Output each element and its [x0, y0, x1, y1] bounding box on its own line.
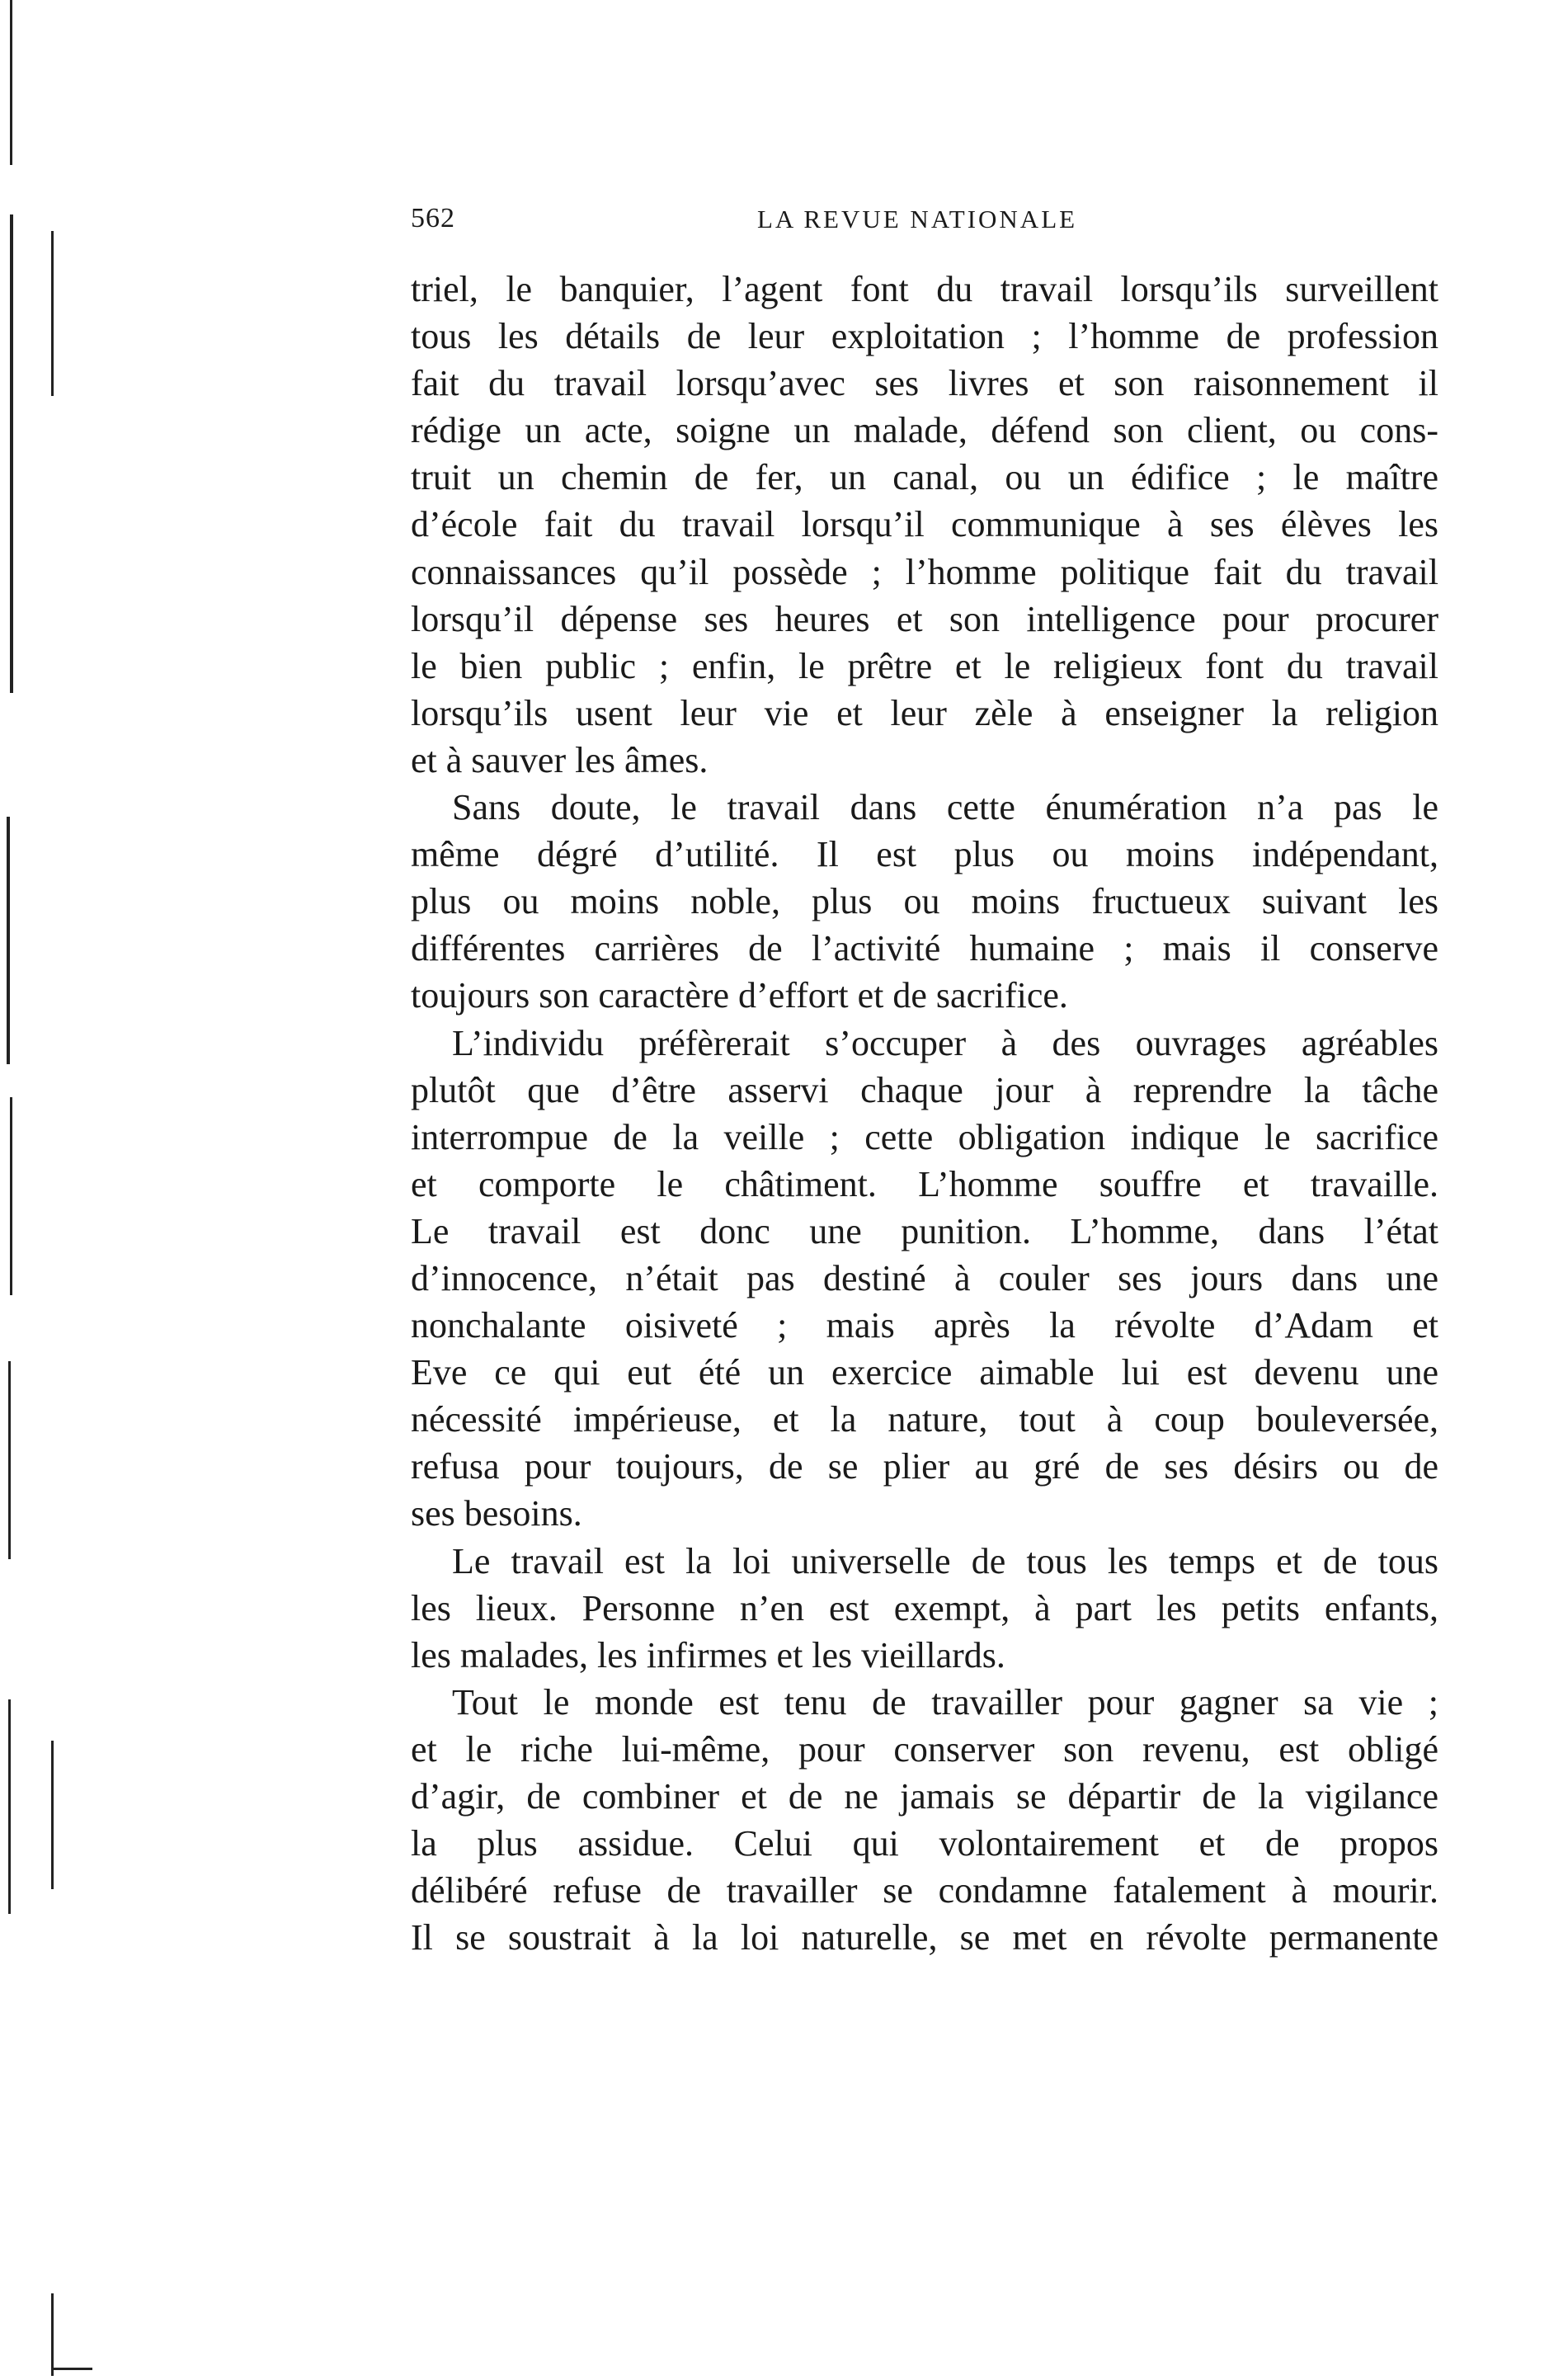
text-line: lorsqu’ils usent leur vie et leur zèle à enseigner la religion: [411, 692, 1438, 733]
text-line: lorsqu’il dépense ses heures et son intelligence pour procurer: [411, 598, 1438, 639]
text-line: la plus assidue. Celui qui volontairement et de propos: [411, 1823, 1438, 1864]
text-line: d’innocence, n’était pas destiné à couler ses jours dans une: [411, 1257, 1438, 1298]
text-line: plutôt que d’être asservi chaque jour à reprendre la tâche: [411, 1069, 1438, 1110]
text-line: plus ou moins noble, plus ou moins fructueux suivant les: [411, 881, 1438, 922]
text-line: Sans doute, le travail dans cette énumération n’a pas le: [452, 787, 1438, 828]
body-text: [411, 266, 1438, 1961]
binding-edge-mark: [7, 817, 10, 1064]
page-number: 562: [411, 203, 455, 233]
text-line: les lieux. Personne n’en est exempt, à part les petits enfants,: [411, 1587, 1438, 1628]
running-head: [411, 203, 1438, 236]
paragraph: [411, 1538, 1438, 1679]
text-line: triel, le banquier, l’agent font du travail lorsqu’ils surveillent: [411, 269, 1438, 309]
text-line: même dégré d’utilité. Il est plus ou moins indépendant,: [411, 834, 1438, 875]
text-line: différentes carrières de l’activité humaine ; mais il conserve: [411, 928, 1438, 969]
text-line: Le travail est la loi universelle de tous les temps et de tous: [452, 1540, 1438, 1581]
text-line: et à sauver les âmes.: [411, 739, 709, 780]
text-line: Il se soustrait à la loi naturelle, se met en révolte permanente: [411, 1917, 1438, 1958]
text-line: refusa pour toujours, de se plier au gré de ses désirs ou de: [411, 1446, 1438, 1487]
text-line: toujours son caractère d’effort et de sacrifice.: [411, 975, 1068, 1016]
text-line: ses besoins.: [411, 1493, 582, 1534]
text-line: d’agir, de combiner et de ne jamais se départir de la vigilance: [411, 1776, 1438, 1817]
text-line: d’école fait du travail lorsqu’il communique à ses élèves les: [411, 504, 1438, 545]
text-line: nonchalante oisiveté ; mais après la révolte d’Adam et: [411, 1305, 1438, 1346]
binding-edge-mark: [8, 1361, 11, 1559]
text-line: Tout le monde est tenu de travailler pour gagner sa vie ;: [452, 1681, 1438, 1723]
paragraph: [411, 1679, 1438, 1962]
text-line: Eve ce qui eut été un exercice aimable lui est devenu une: [411, 1352, 1438, 1393]
text-line: nécessité impérieuse, et la nature, tout à coup bouleversée,: [411, 1399, 1438, 1440]
text-line: les malades, les infirmes et les vieillards.: [411, 1634, 1005, 1675]
binding-edge-mark: [51, 231, 54, 396]
paragraph: [411, 1020, 1438, 1538]
text-line: truit un chemin de fer, un canal, ou un édifice ; le maître: [411, 457, 1438, 498]
binding-edge-mark: [10, 0, 12, 165]
text-line: interrompue de la veille ; cette obligation indique le sacrifice: [411, 1116, 1438, 1157]
text-line: connaissances qu’il possède ; l’homme politique fait du travail: [411, 551, 1438, 592]
text-line: L’individu préfèrerait s’occuper à des ouvrages agréables: [452, 1022, 1438, 1063]
text-line: et comporte le châtiment. L’homme souffre et travaille.: [411, 1163, 1438, 1204]
text-line: Le travail est donc une punition. L’homme, dans l’état: [411, 1210, 1438, 1251]
binding-edge-mark: [10, 214, 13, 693]
text-line: le bien public ; enfin, le prêtre et le religieux font du travail: [411, 645, 1438, 686]
text-line: fait du travail lorsqu’avec ses livres et son raisonnement il: [411, 363, 1438, 404]
binding-edge-mark: [8, 1699, 11, 1914]
binding-edge-mark: [10, 1097, 12, 1295]
journal-title: LA REVUE NATIONALE: [757, 205, 1078, 233]
paragraph: [411, 266, 1438, 784]
text-line: et le riche lui-même, pour conserver son revenu, est obligé: [411, 1728, 1438, 1770]
binding-edge-mark: [51, 2293, 54, 2376]
binding-edge-mark: [51, 2368, 92, 2370]
text-line: délibéré refuse de travailler se condamne fatalement à mourir.: [411, 1870, 1438, 1911]
paragraph: [411, 784, 1438, 1019]
binding-edge-mark: [51, 1741, 54, 1889]
text-line: rédige un acte, soigne un malade, défend son client, ou cons-: [411, 410, 1438, 451]
text-line: tous les détails de leur exploitation ; l’homme de profession: [411, 316, 1438, 357]
